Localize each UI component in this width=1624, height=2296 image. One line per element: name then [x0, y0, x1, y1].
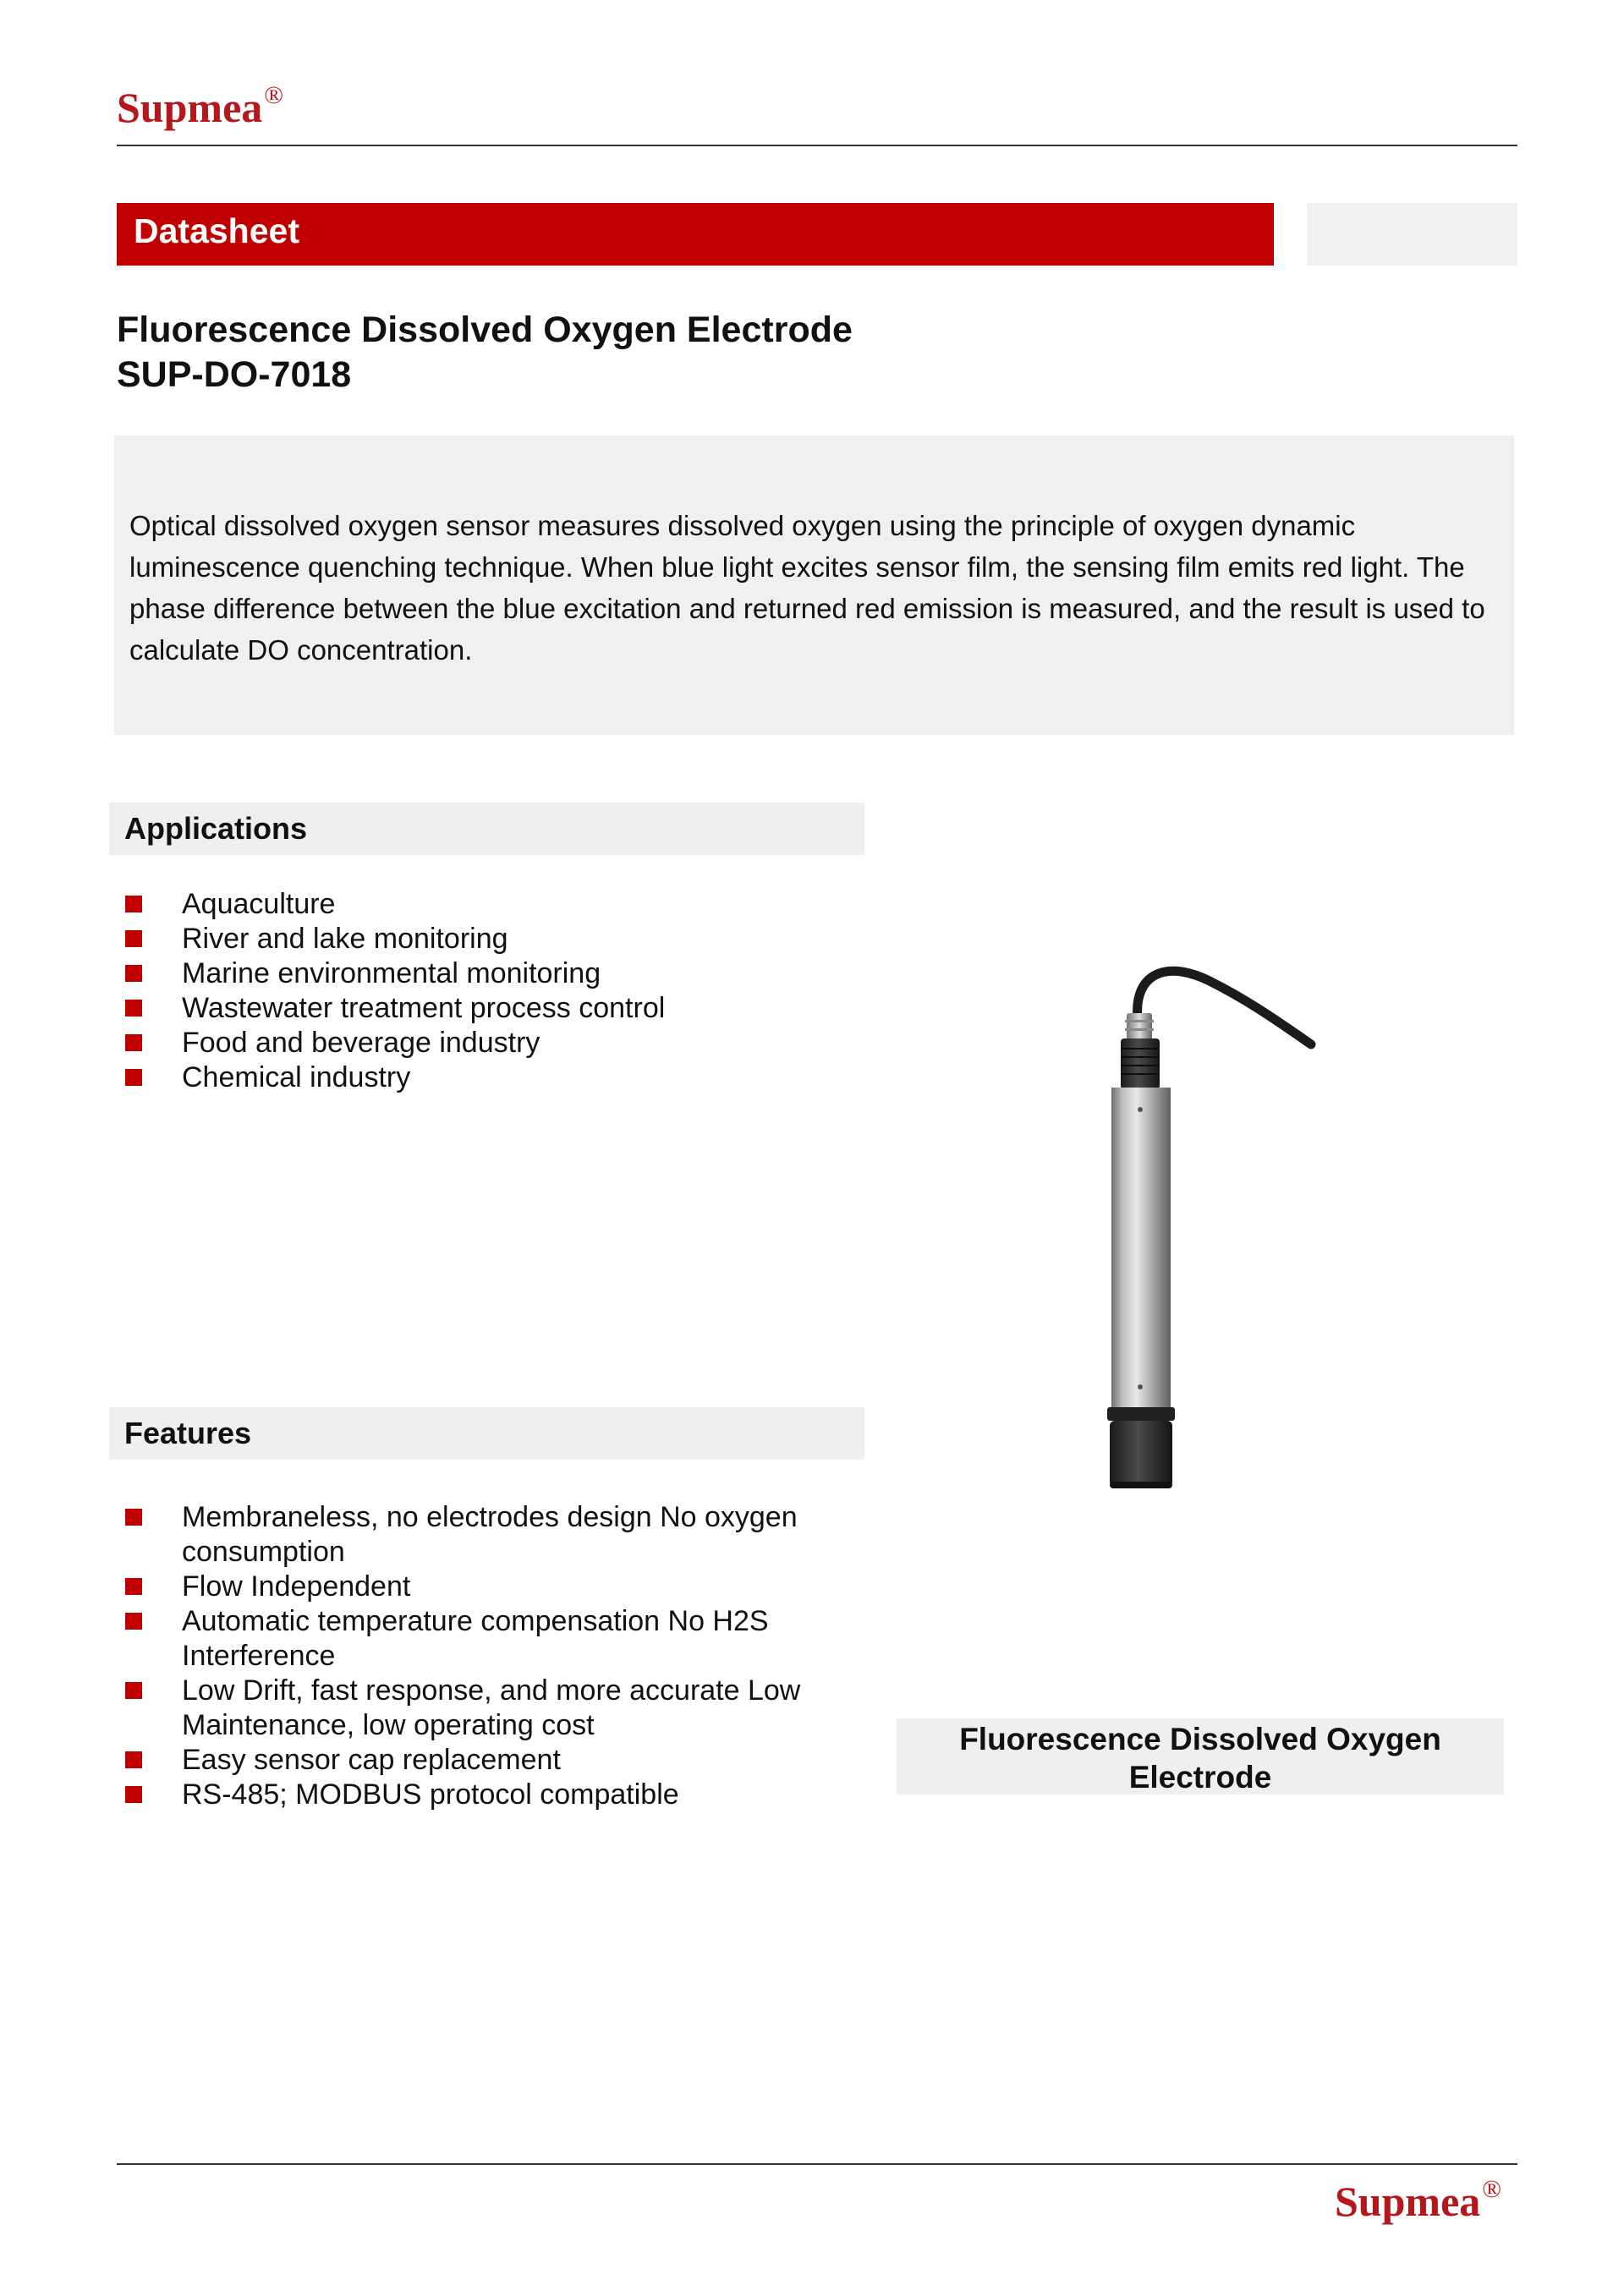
footer-divider [117, 2163, 1517, 2165]
brand-name: Supmea [117, 84, 263, 131]
features-list [125, 1500, 853, 1812]
list-item: Flow Independent [125, 1570, 853, 1604]
features-heading: Features [124, 1416, 252, 1450]
list-item: RS-485; MODBUS protocol compatible [125, 1778, 853, 1812]
datasheet-bar [117, 203, 1274, 266]
brand-name: Supmea [1335, 2178, 1481, 2225]
list-item: Marine environmental monitoring [125, 956, 853, 991]
red-square-bullet-icon [125, 896, 142, 912]
list-item: Membraneless, no electrodes design No oxygen consumption [125, 1500, 853, 1570]
list-item: River and lake monitoring [125, 922, 853, 956]
sensor-cap [1107, 1407, 1175, 1421]
applications-heading: Applications [124, 811, 308, 846]
red-square-bullet-icon [125, 930, 142, 947]
product-name: Fluorescence Dissolved Oxygen Electrode [117, 310, 853, 350]
list-item: Food and beverage industry [125, 1026, 853, 1060]
list-item: Automatic temperature compensation No H2S Interference [125, 1604, 853, 1674]
applications-header [109, 803, 864, 855]
product-caption-box [897, 1718, 1504, 1795]
header-divider [117, 145, 1517, 146]
brand-logo-bottom [1335, 2177, 1500, 2226]
sensor-head [1121, 1038, 1160, 1089]
red-square-bullet-icon [125, 1613, 142, 1630]
features-header [109, 1407, 864, 1460]
red-square-bullet-icon [125, 1682, 142, 1699]
product-title [117, 308, 853, 397]
list-item: Aquaculture [125, 887, 853, 922]
red-square-bullet-icon [125, 1069, 142, 1086]
registered-mark: ® [264, 81, 284, 109]
datasheet-label: Datasheet [134, 211, 299, 250]
list-item: Easy sensor cap replacement [125, 1743, 853, 1778]
connector-nut [1127, 1013, 1152, 1040]
red-square-bullet-icon [125, 1509, 142, 1526]
cable [1138, 971, 1311, 1044]
red-square-bullet-icon [125, 965, 142, 982]
list-item: Wastewater treatment process control [125, 991, 853, 1026]
list-item: Low Drift, fast response, and more accurate Low Maintenance, low operating cost [125, 1674, 853, 1743]
red-square-bullet-icon [125, 1034, 142, 1051]
product-image [1066, 964, 1320, 1514]
datasheet-side-panel [1307, 203, 1517, 266]
product-caption: Fluorescence Dissolved Oxygen Electrode [959, 1722, 1441, 1795]
red-square-bullet-icon [125, 1578, 142, 1595]
registered-mark: ® [1482, 2175, 1502, 2203]
product-model: SUP-DO-7018 [117, 354, 352, 395]
applications-list [125, 887, 853, 1095]
description-text: Optical dissolved oxygen sensor measures dissolved oxygen using the principle of oxygen dynamic luminescence quenching technique. When blue light excites sensor film, the sensing film emits red light. The phase difference between the blue excitation and returned red emission is measured, and the result is used to calculate DO concentration. [129, 510, 1485, 666]
sensor-body [1111, 1088, 1171, 1409]
description-panel [114, 436, 1514, 735]
red-square-bullet-icon [125, 1786, 142, 1803]
red-square-bullet-icon [125, 1000, 142, 1016]
list-item: Chemical industry [125, 1060, 853, 1095]
red-square-bullet-icon [125, 1751, 142, 1768]
brand-logo-top [117, 83, 282, 132]
